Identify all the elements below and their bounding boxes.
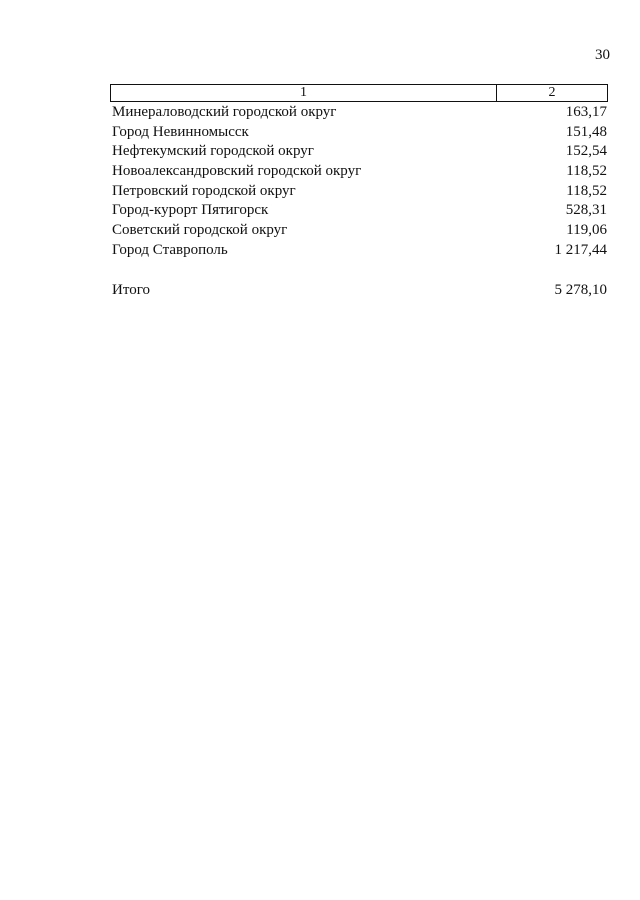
row-value: 118,52 (566, 163, 607, 180)
table-row (112, 162, 607, 182)
table-row (112, 201, 607, 221)
row-value: 119,06 (566, 222, 607, 239)
table-row (112, 103, 607, 123)
row-value: 1 217,44 (554, 241, 607, 258)
row-value: 163,17 (565, 104, 607, 120)
page-number: 30 (595, 47, 610, 63)
table-row (112, 142, 607, 162)
row-name: Минераловодский городской округ (112, 104, 337, 120)
row-name: Город Невинномысск (112, 123, 249, 140)
row-name: Новоалександровский городской округ (112, 163, 362, 180)
row-name: Советский городской округ (112, 222, 288, 239)
row-value: 528,31 (565, 202, 607, 219)
row-value: 118,52 (566, 182, 607, 199)
total-row (112, 280, 607, 300)
row-value: 151,48 (565, 123, 607, 140)
total-label: Итого (112, 282, 150, 298)
table-row (112, 241, 607, 261)
row-value: 152,54 (565, 143, 607, 160)
table-body (112, 103, 607, 261)
column-header-2: 2 (548, 85, 556, 100)
table-row (112, 123, 607, 143)
row-name: Город Ставрополь (112, 241, 228, 258)
row-name: Петровский городской округ (112, 182, 296, 199)
row-name: Город-курорт Пятигорск (112, 202, 269, 219)
total-value: 5 278,10 (554, 282, 607, 298)
row-name: Нефтекумский городской округ (112, 143, 314, 160)
table-row (112, 182, 607, 202)
table-row (112, 221, 607, 241)
table-header (110, 84, 608, 102)
column-header-1: 1 (111, 85, 497, 101)
